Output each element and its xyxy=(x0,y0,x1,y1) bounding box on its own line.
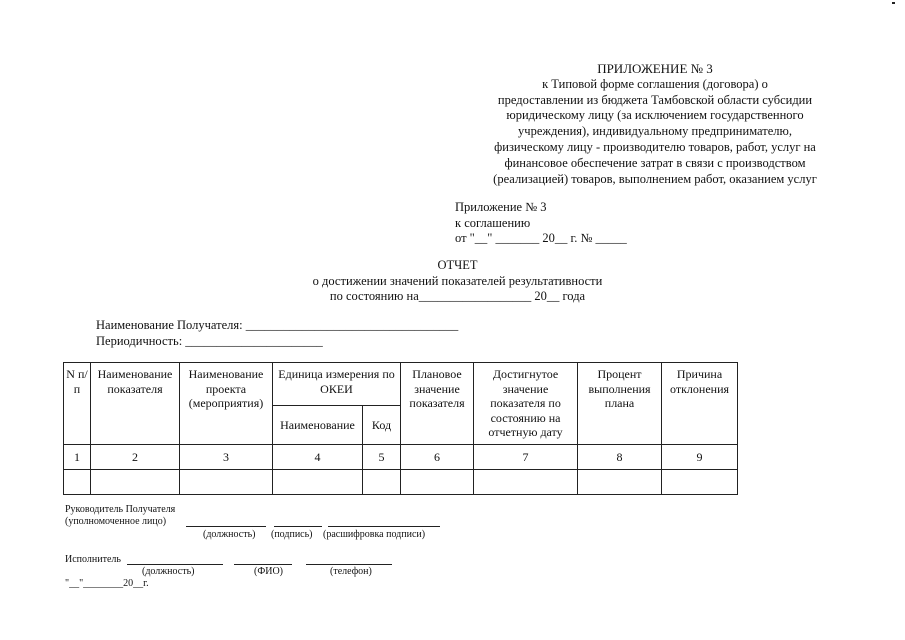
column-number: 1 xyxy=(64,445,91,470)
head-signature-line xyxy=(274,526,322,527)
col-header-planned: Плановое значение показателя xyxy=(401,363,474,445)
col-header-percent: Процент выполнения плана xyxy=(578,363,662,445)
col-header-indicator: Наименование показателя xyxy=(91,363,180,445)
report-date-line: по состоянию на__________________ 20__ года xyxy=(329,289,586,303)
table-cell xyxy=(662,470,738,495)
scan-mark xyxy=(892,2,895,4)
appendix-line: к Типовой форме соглашения (договора) о xyxy=(542,76,768,91)
table-cell xyxy=(91,470,180,495)
report-subtitle: о достижении значений показателей результативности xyxy=(312,273,603,288)
periodicity-field: Периодичность: ______________________ xyxy=(96,333,323,348)
appendix-line: финансовое обеспечение затрат в связи с производством xyxy=(504,155,806,170)
table-cell xyxy=(363,470,401,495)
appendix-line: юридическому лицу (за исключением государственного xyxy=(506,108,804,123)
report-fields xyxy=(96,318,458,349)
column-number: 7 xyxy=(474,445,578,470)
column-number-row xyxy=(64,445,738,470)
executor-position-caption: (должность) xyxy=(142,566,195,577)
signature-date: "__"________20__г. xyxy=(65,578,149,589)
report-title: ОТЧЕТ xyxy=(437,258,478,272)
column-number: 5 xyxy=(363,445,401,470)
annex-ref: к соглашению xyxy=(455,215,531,230)
col-header-unit-code: Код xyxy=(363,406,401,445)
appendix-line: предоставлении из бюджета Тамбовской области субсидии xyxy=(497,92,813,107)
annex-date-number: от "__" _______ 20__ г. № _____ xyxy=(455,231,627,245)
appendix-line: физическому лицу - производителю товаров, работ, услуг на xyxy=(494,139,816,154)
col-header-achieved: Достигнутое значение показателя по состоянию на отчетную дату xyxy=(474,363,578,445)
table-cell xyxy=(578,470,662,495)
column-number: 9 xyxy=(662,445,738,470)
head-decoding-caption: (расшифровка подписи) xyxy=(323,529,426,540)
agreement-annex xyxy=(455,200,627,247)
appendix-line: учреждения), индивидуальному предпринимателю, xyxy=(518,124,792,139)
results-table xyxy=(63,362,738,495)
table-cell xyxy=(64,470,91,495)
column-number: 8 xyxy=(578,445,662,470)
column-number: 4 xyxy=(273,445,363,470)
recipient-field: Наименование Получателя: __________________________________ xyxy=(96,318,459,332)
executor-fio-caption: (ФИО) xyxy=(254,566,284,577)
column-number: 6 xyxy=(401,445,474,470)
col-header-project: Наименование проекта (мероприятия) xyxy=(180,363,273,445)
col-header-unit-name: Наименование xyxy=(273,406,363,445)
executor-fio-line xyxy=(234,564,292,565)
executor-phone-line xyxy=(306,564,392,565)
executor-phone-caption: (телефон) xyxy=(330,566,372,577)
table-cell xyxy=(273,470,363,495)
report-title-block xyxy=(300,258,615,305)
column-number: 3 xyxy=(180,445,273,470)
appendix-header xyxy=(470,61,840,187)
col-header-reason: Причина отклонения xyxy=(662,363,738,445)
col-header-num: N п/п xyxy=(64,363,91,445)
table-cell xyxy=(474,470,578,495)
head-position-line xyxy=(186,526,266,527)
executor-label: Исполнитель xyxy=(65,554,121,565)
table-cell xyxy=(401,470,474,495)
head-signature-caption: (подпись) xyxy=(271,529,313,540)
head-position-caption: (должность) xyxy=(203,529,256,540)
col-header-unit: Единица измерения по ОКЕИ xyxy=(273,363,401,406)
appendix-title: ПРИЛОЖЕНИЕ № 3 xyxy=(597,61,713,76)
appendix-line: (реализацией) товаров, выполнением работ, оказанием услуг xyxy=(493,171,817,186)
head-label: Руководитель Получателя xyxy=(65,504,176,515)
table-cell xyxy=(180,470,273,495)
head-label-sub: (уполномоченное лицо) xyxy=(65,516,167,527)
table-row xyxy=(64,470,738,495)
executor-position-line xyxy=(127,564,223,565)
annex-title: Приложение № 3 xyxy=(455,200,547,214)
column-number: 2 xyxy=(91,445,180,470)
head-decoding-line xyxy=(328,526,440,527)
